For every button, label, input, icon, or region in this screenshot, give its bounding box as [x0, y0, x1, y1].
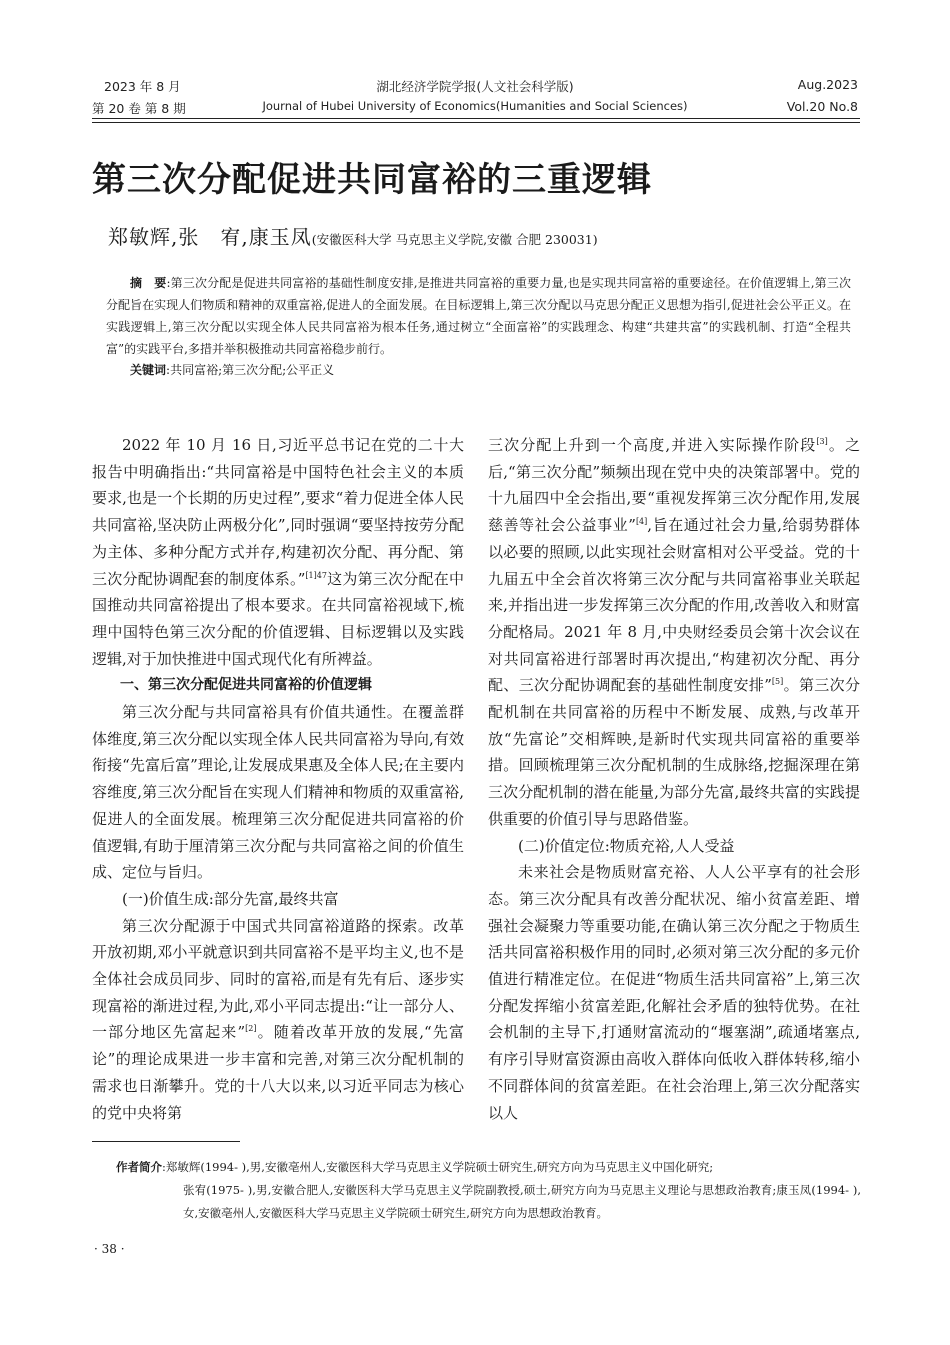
article-title: 第三次分配促进共同富裕的三重逻辑	[92, 160, 652, 200]
footnote-line-1: 郑敏辉(1994- ),男,安徽亳州人,安徽医科大学马克思主义学院硕士研究生,研究方向为马克思主义中国化研究;	[165, 1160, 714, 1174]
header-journal-cn: 湖北经济学院学报(人文社会科学版)	[376, 79, 574, 94]
abstract: 摘 要:第三次分配是促进共同富裕的基础性制度安排,是推进共同富裕的重要力量,也是实现共同富裕的重要途径。在价值逻辑上,第三次分配旨在实现人们物质和精神的双重富裕,促进人的全面发展。在目标逻辑上,第三次分配以马克思分配正义思想为指引,促进社会公平正义。在实践逻辑上,第三次分配以实现全体人民共同富裕为根本任务,通过树立“全面富裕”的实践理念、构建“共建共富”的实践机制、打造“全程共富”的实践平台,多措并举积极推动共同富裕稳步前行。	[106, 276, 851, 356]
subsection-heading: (二)价值定位:物质充裕,人人受益	[518, 836, 735, 855]
keywords: 关键词:共同富裕;第三次分配;公平正义	[130, 363, 335, 377]
citation: [2]	[245, 1024, 257, 1034]
text-run: 。之后,“第三次分配”频频出现在党中央的决策部署中。党的十九届四中全会指出,要“重视发挥第三次分配作用,发展慈善等社会公益事业”	[488, 436, 860, 535]
text-run: 三次分配上升到一个高度,并进入实际操作阶段	[488, 436, 817, 454]
keywords-text: 共同富裕;第三次分配;公平正义	[170, 363, 335, 377]
text-run: 2022 年 10 月 16 日,习近平总书记在党的二十大报告中明确指出:“共同富裕是中国特色社会主义的本质要求,也是一个长期的历史过程”,要求“着力促进全体人民共同富裕,坚决防止两极分化”,同时强调“要坚持按劳分配为主体、多种分配方式并存,构建初次分配、再分配、第三次分配协调配套的制度体系。”	[92, 436, 464, 588]
citation: [1]47	[305, 570, 327, 580]
page-number: · 38 ·	[94, 1242, 125, 1256]
text-run: ,旨在通过社会力量,给弱势群体以必要的照顾,以此实现社会财富相对公平受益。党的十九届五中全会首次将第三次分配与共同富裕事业关联起来,并指出进一步发挥第三次分配的作用,改善收入和财富分配格局。2021 年 8 月,中央财经委员会第十次会议在对共同富裕进行部署时再次提出,“构建初次分配、再分配、三次分配协调配套的基础性制度安排”	[488, 516, 860, 695]
text-run: 第三次分配源于中国式共同富裕道路的探索。改革开放初期,邓小平就意识到共同富裕不是平均主义,也不是全体社会成员同步、同时的富裕,而是有先有后、逐步实现富裕的渐进过程,为此,邓小平同志提出:“让一部分人、一部分地区先富起来”	[92, 916, 464, 1042]
author-line	[108, 221, 598, 250]
paragraph	[92, 913, 464, 1127]
text-run: 这为第三次分配在中国推动共同富裕提出了根本要求。在共同富裕视域下,梳理中国特色第三次分配的价值逻辑、目标逻辑以及实践逻辑,对于加快推进中国式现代化有所裨益。	[92, 569, 464, 668]
abstract-text: 第三次分配是促进共同富裕的基础性制度安排,是推进共同富裕的重要力量,也是实现共同富裕的重要途径。在价值逻辑上,第三次分配旨在实现人们物质和精神的双重富裕,促进人的全面发展。在目标逻辑上,第三次分配以马克思分配正义思想为指引,促进社会公平正义。在实践逻辑上,第三次分配以实现全体人民共同富裕为根本任务,通过树立“全面富裕”的实践理念、构建“共建共富”的实践机制、打造“全程共富”的实践平台,多措并举积极推动共同富裕稳步前行。	[106, 276, 851, 356]
header-journal-en: Journal of Hubei University of Economics(Humanities and Social Sciences)	[262, 99, 688, 113]
text-run: 。第三次分配机制在共同富裕的历程中不断发展、成熟,与改革开放“先富论”交相辉映,是新时代实现共同富裕的重要举措。回顾梳理第三次分配机制的生成脉络,挖掘深理在第三次分配机制的潜在能量,为部分先富,最终共富的实践提供重要的价值引导与思路借鉴。	[488, 676, 860, 828]
header-volume-cn: 第 20 卷 第 8 期	[92, 101, 186, 116]
author-affiliation: (安徽医科大学 马克思主义学院,安徽 合肥 230031)	[311, 232, 598, 247]
paragraph	[488, 432, 860, 833]
citation: [5]	[771, 677, 784, 687]
header-rule-thin	[92, 122, 860, 123]
citation: [3]	[816, 437, 828, 446]
footnote-label: 作者简介	[116, 1160, 162, 1174]
header-date-en: Aug.2023	[797, 77, 858, 92]
body-column-right	[488, 432, 860, 1126]
keywords-label: 关键词	[130, 363, 167, 377]
header-rule	[92, 118, 860, 119]
paragraph	[92, 432, 464, 672]
header-date-cn: 2023 年 8 月	[104, 79, 181, 94]
text-run: 。随着改革开放的发展,“先富论”的理论成果进一步丰富和完善,对第三次分配机制的需求也日渐攀升。党的十八大以来,以习近平同志为核心的党中央将第	[92, 1023, 464, 1122]
paragraph: 未来社会是物质财富充裕、人人公平享有的社会形态。第三次分配具有改善分配状况、缩小贫富差距、增强社会凝聚力等重要功能,在确认第三次分配之于物质生活共同富裕积极作用的同时,必须对第三次分配的多元价值进行精准定位。在促进“物质生活共同富裕”上,第三次分配发挥缩小贫富差距,化解社会矛盾的独特优势。在社会机制的主导下,打通财富流动的“堰塞湖”,疏通堵塞点,有序引导财富资源由高收入群体向低收入群体转移,缩小不同群体间的贫富差距。在社会治理上,第三次分配落实以人	[488, 863, 860, 1122]
footnote-rule	[92, 1141, 240, 1142]
paragraph: 第三次分配与共同富裕具有价值共通性。在覆盖群体维度,第三次分配以实现全体人民共同富裕为导向,有效衔接“先富后富”理论,让发展成果惠及全体人民;在主要内容维度,第三次分配旨在实现人们精神和物质的双重富裕,促进人的全面发展。梳理第三次分配促进共同富裕的价值逻辑,有助于厘清第三次分配与共同富裕之间的价值生成、定位与旨归。	[92, 703, 464, 882]
footnote-line-2: 张宥(1975- ),男,安徽合肥人,安徽医科大学马克思主义学院副教授,硕士,研究方向为马克思主义理论与思想政治教育;康玉凤(1994- ),女,安徽亳州人,安徽医科大学马克思主义学院硕士研究生,研究方向为思想政治教育。	[183, 1183, 861, 1220]
header-volume-en: Vol.20 No.8	[786, 99, 858, 114]
author-names: 郑敏辉,张 宥,康玉凤	[108, 225, 312, 249]
author-bio-footnote: 作者简介:郑敏辉(1994- ),男,安徽亳州人,安徽医科大学马克思主义学院硕士研究生,研究方向为马克思主义中国化研究; 张宥(1975- ),男,安徽合肥人,安徽医科大学马克思主义学院副教授,硕士,研究方向为马克思主义理论与思想政治教育;康玉凤(1994- ),女,安徽亳州人,安徽医科大学马克思主义学院硕士研究生,研究方向为思想政治教育。	[116, 1156, 861, 1225]
citation: [4]	[635, 517, 648, 527]
abstract-label: 摘 要	[130, 276, 167, 290]
subsection-heading: (一)价值生成:部分先富,最终共富	[122, 889, 339, 908]
body-column-left	[92, 432, 464, 1126]
section-heading: 一、第三次分配促进共同富裕的价值逻辑	[120, 677, 372, 694]
